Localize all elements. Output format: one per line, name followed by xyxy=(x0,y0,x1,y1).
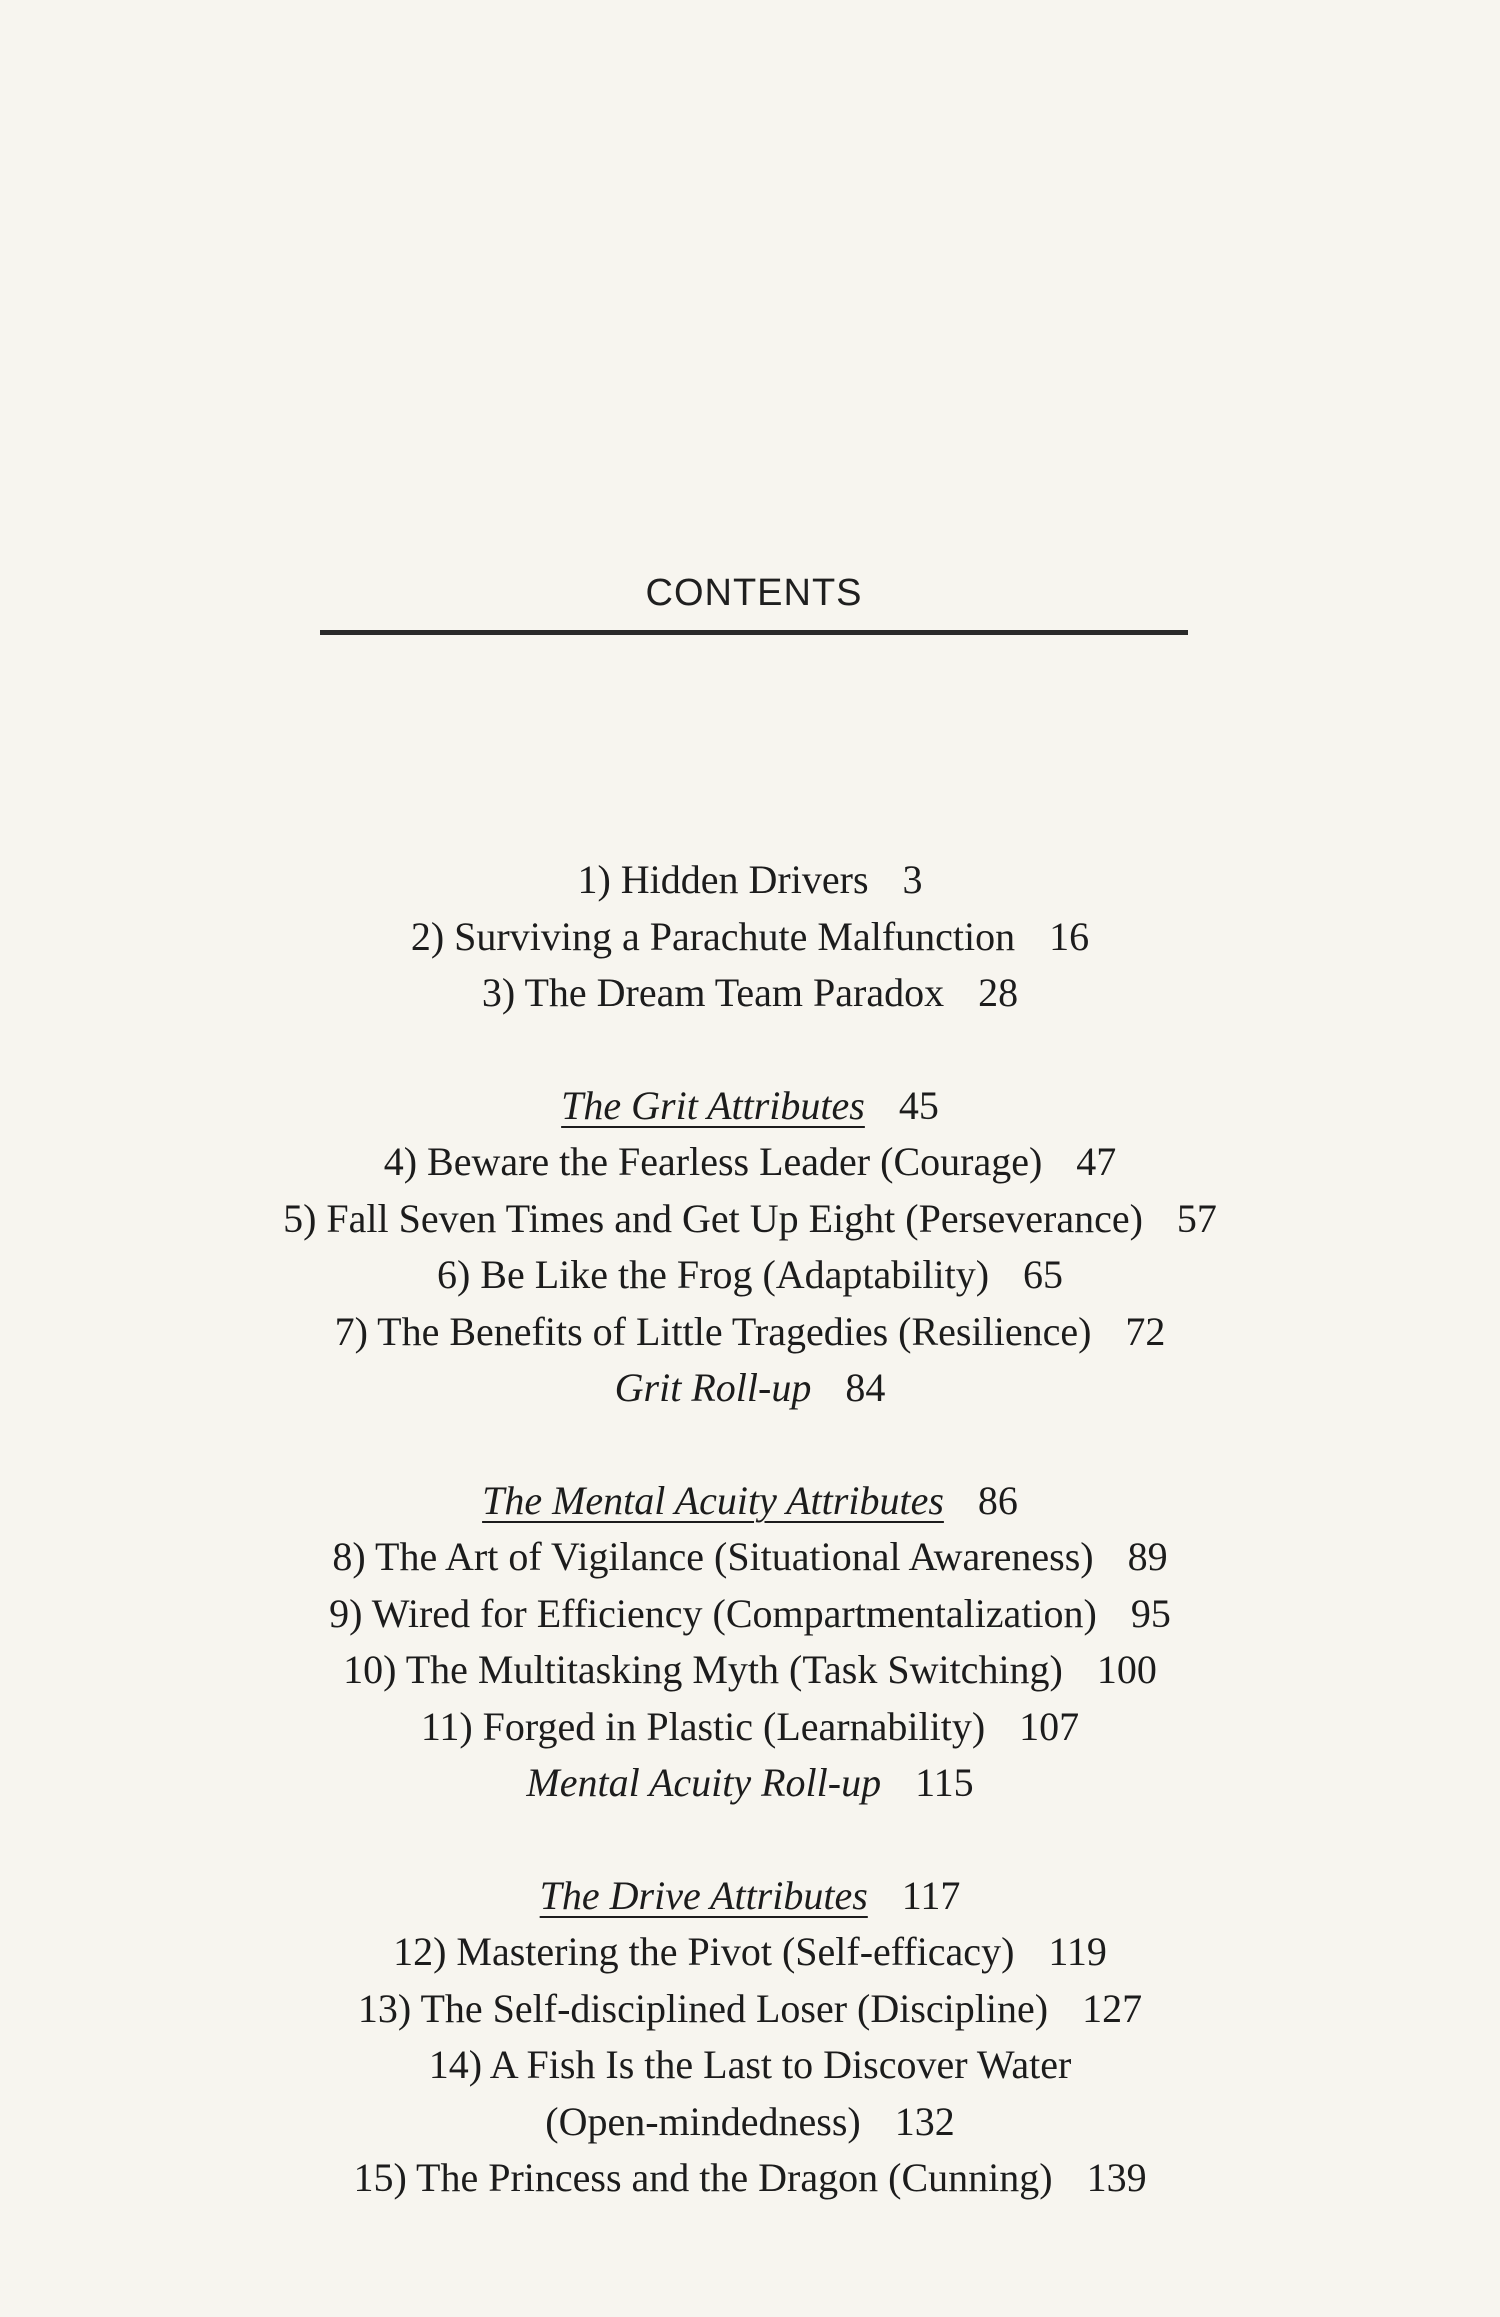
contents-header xyxy=(320,568,1188,635)
entry-title: 7) The Benefits of Little Tragedies (Resilience) xyxy=(334,1308,1092,1354)
entry-page: 65 xyxy=(1023,1252,1064,1297)
toc-entry[interactable] xyxy=(0,1134,1500,1191)
toc-entry[interactable] xyxy=(0,1304,1500,1361)
rollup-title: Mental Acuity Roll-up xyxy=(526,1760,882,1805)
entry-title: 6) Be Like the Frog (Adaptability) xyxy=(436,1252,990,1297)
table-of-contents xyxy=(0,852,1500,2207)
section-gap xyxy=(0,1022,1500,1078)
toc-entry[interactable] xyxy=(0,852,1500,909)
entry-title: 5) Fall Seven Times and Get Up Eight (Perseverance) xyxy=(283,1195,1143,1241)
entry-title: 2) Surviving a Parachute Malfunction xyxy=(410,913,1016,959)
entry-page: 119 xyxy=(1048,1929,1107,1974)
entry-title: 8) The Art of Vigilance (Situational Awareness) xyxy=(332,1534,1094,1579)
section-page: 117 xyxy=(901,1872,961,1918)
toc-entry[interactable] xyxy=(0,965,1500,1022)
toc-entry[interactable] xyxy=(0,1699,1500,1756)
rollup-page: 115 xyxy=(915,1760,974,1805)
entry-title: 10) The Multitasking Myth (Task Switching) xyxy=(343,1647,1063,1692)
toc-entry[interactable] xyxy=(0,1924,1500,1981)
entry-page: 16 xyxy=(1049,913,1090,959)
entry-title: 9) Wired for Efficiency (Compartmentalization) xyxy=(329,1590,1097,1636)
entry-title-line2: (Open-mindedness) xyxy=(545,2098,861,2144)
entry-page: 3 xyxy=(902,857,923,902)
toc-entry[interactable] xyxy=(0,1642,1500,1699)
entry-title: 11) Forged in Plastic (Learnability) xyxy=(420,1703,986,1749)
entry-page: 47 xyxy=(1076,1139,1117,1184)
entry-page: 132 xyxy=(894,2098,955,2144)
entry-title: 15) The Princess and the Dragon (Cunning) xyxy=(353,2155,1053,2200)
entry-page: 57 xyxy=(1176,1195,1217,1241)
title-rule xyxy=(320,630,1188,635)
entry-title-line2-wrap xyxy=(0,2094,1500,2151)
entry-page: 100 xyxy=(1096,1647,1157,1692)
rollup-title: Grit Roll-up xyxy=(614,1365,812,1410)
toc-entry[interactable] xyxy=(0,909,1500,966)
rollup-page: 84 xyxy=(845,1365,886,1410)
toc-entry[interactable] xyxy=(0,1586,1500,1643)
entry-page: 139 xyxy=(1086,2155,1147,2200)
toc-entry[interactable] xyxy=(0,1981,1500,2038)
entry-title-line1: 14) A Fish Is the Last to Discover Water xyxy=(428,2042,1072,2087)
section-heading-grit[interactable] xyxy=(0,1078,1500,1135)
toc-entry[interactable] xyxy=(0,1247,1500,1304)
toc-entry[interactable] xyxy=(0,1191,1500,1248)
entry-page: 28 xyxy=(978,970,1019,1015)
toc-entry[interactable] xyxy=(0,2150,1500,2207)
entry-page: 127 xyxy=(1082,1985,1143,2031)
page-title: CONTENTS xyxy=(645,572,863,614)
entry-title: 1) Hidden Drivers xyxy=(577,857,869,902)
section-title: The Mental Acuity Attributes xyxy=(482,1477,944,1523)
toc-entry-multiline[interactable] xyxy=(0,2037,1500,2150)
entry-title: 13) The Self-disciplined Loser (Discipline) xyxy=(357,1985,1049,2031)
section-heading-drive[interactable] xyxy=(0,1868,1500,1925)
entry-title: 4) Beware the Fearless Leader (Courage) xyxy=(383,1139,1043,1184)
section-gap xyxy=(0,1417,1500,1473)
rollup-entry-mental-acuity[interactable] xyxy=(0,1755,1500,1812)
entry-page: 95 xyxy=(1130,1590,1171,1636)
section-title: The Drive Attributes xyxy=(539,1872,868,1918)
entry-page: 107 xyxy=(1019,1703,1080,1749)
section-heading-mental-acuity[interactable] xyxy=(0,1473,1500,1530)
section-gap xyxy=(0,1812,1500,1868)
rollup-entry-grit[interactable] xyxy=(0,1360,1500,1417)
entry-title: 12) Mastering the Pivot (Self-efficacy) xyxy=(393,1929,1015,1974)
section-title: The Grit Attributes xyxy=(561,1082,865,1128)
entry-page: 72 xyxy=(1125,1308,1166,1354)
entry-title: 3) The Dream Team Paradox xyxy=(481,970,945,1015)
section-page: 86 xyxy=(977,1477,1018,1523)
section-page: 45 xyxy=(898,1082,939,1128)
entry-page: 89 xyxy=(1127,1534,1168,1579)
toc-entry[interactable] xyxy=(0,1529,1500,1586)
